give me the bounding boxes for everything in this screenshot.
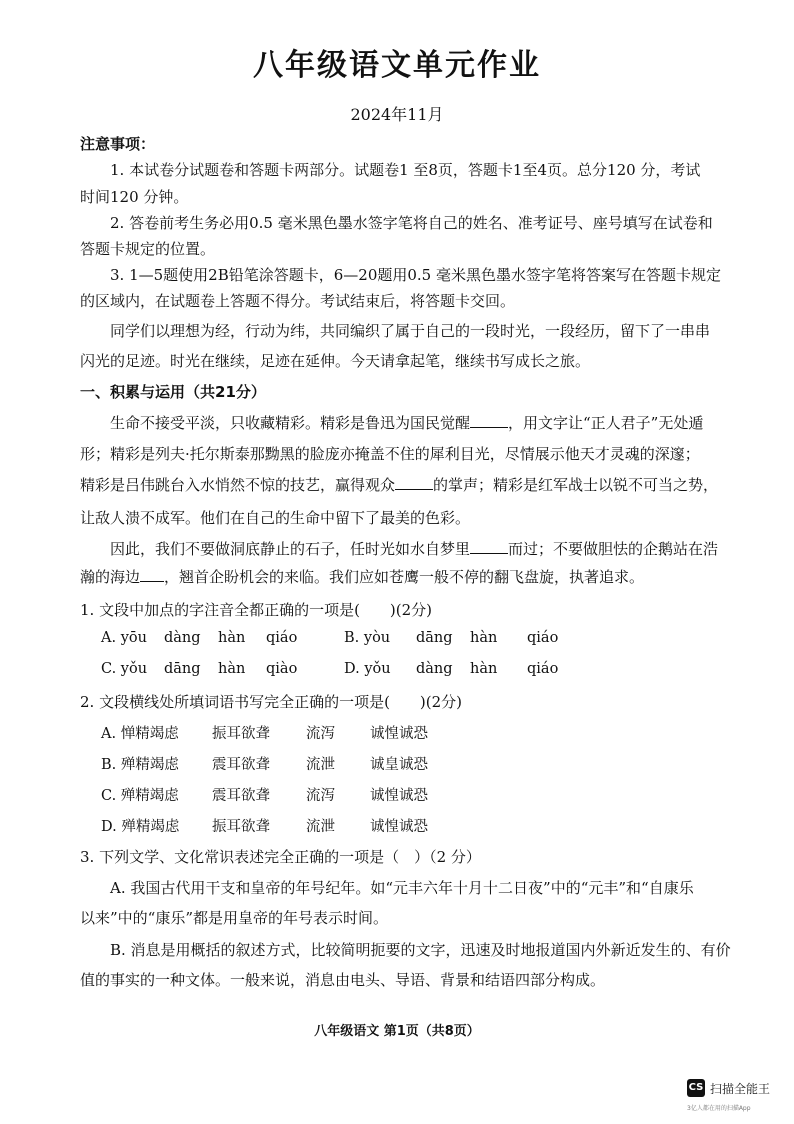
notice-line: 2. 答卷前考生务必用0.5 毫米黑色墨水签字笔将自己的姓名、准考证号、座号填写在试卷和 xyxy=(110,214,713,232)
question-2-stem: 2. 文段横线处所填词语书写完全正确的一项是( )(2分) xyxy=(80,693,463,711)
option-d-3: hàn xyxy=(470,661,498,677)
option-b-4: qiáo xyxy=(527,630,559,646)
option-a-2: dàng xyxy=(164,630,201,646)
option-b-1: B. yòu xyxy=(344,630,391,646)
option-c-1: C. yǒu xyxy=(101,661,148,677)
fill-blank xyxy=(470,413,508,428)
option-c-2: 震耳欲聋 xyxy=(212,788,270,804)
passage-line: 让敌人溃不成军。他们在自己的生命中留下了最美的色彩。 xyxy=(80,509,471,527)
option-a-3: hàn xyxy=(218,630,246,646)
notice-line: 答题卡规定的位置。 xyxy=(80,240,216,258)
option-d-2: dàng xyxy=(416,661,453,677)
passage-text: 生命不接受平淡，只收藏精彩。精彩是鲁迅为国民觉醒 xyxy=(110,414,471,432)
option-b-4: 诚皇诚恐 xyxy=(370,757,428,773)
notice-line: 时间120 分钟。 xyxy=(80,188,189,206)
option-a-2: 振耳欲聋 xyxy=(212,726,270,742)
option-a-4: 诚惶诚恐 xyxy=(370,726,428,742)
question-3-option-b: 值的事实的一种文体。一般来说，消息由电头、导语、背景和结语四部分构成。 xyxy=(80,971,606,989)
option-b-1: B. 殚精竭虑 xyxy=(101,757,179,773)
option-d-1: D. yǒu xyxy=(344,661,391,677)
notice-heading: 注意事项： xyxy=(80,135,156,153)
passage-line xyxy=(80,538,752,559)
scanner-watermark xyxy=(687,1079,787,1119)
watermark-name: 扫描全能王 xyxy=(710,1082,771,1096)
question-3-option-a: 以来”中的“康乐”都是用皇帝的年号表示时间。 xyxy=(80,909,389,927)
option-c-3: hàn xyxy=(218,661,246,677)
option-b-2: 震耳欲聋 xyxy=(212,757,270,773)
notice-line: 1. 本试卷分试题卷和答题卡两部分。试题卷1 至8页，答题卡1至4页。总分120 分，考试 xyxy=(110,161,701,179)
question-3-option-b: B. 消息是用概括的叙述方式，比较简明扼要的文字，迅速及时地报道国内外新近发生的、有价 xyxy=(110,941,731,959)
option-b-2: dāng xyxy=(416,630,453,646)
question-3-stem: 3. 下列文学、文化常识表述完全正确的一项是（ ）（2 分） xyxy=(80,848,481,866)
option-a-3: 流泻 xyxy=(306,726,335,742)
option-b-3: 流泄 xyxy=(306,757,335,773)
page-footer: 八年级语文 第1页（共8页） xyxy=(314,1024,480,1039)
fill-blank xyxy=(395,475,433,490)
passage-line xyxy=(80,566,752,587)
option-d-1: D. 殚精竭虑 xyxy=(101,819,180,835)
option-d-2: 振耳欲聋 xyxy=(212,819,270,835)
question-3-option-a: A. 我国古代用干支和皇帝的年号纪年。如“元丰六年十月十二日夜”中的“元丰”和“自康乐 xyxy=(110,879,694,897)
section-heading: 一、积累与运用（共21分） xyxy=(80,383,266,401)
passage-text: 而过；不要做胆怯的企鹅站在浩 xyxy=(508,540,719,558)
page-title: 八年级语文单元作业 xyxy=(253,48,541,83)
passage-text: 精彩是吕伟跳台入水悄然不惊的技艺，赢得观众 xyxy=(80,476,396,494)
question-1-stem: 1. 文段中加点的字注音全都正确的一项是( )(2分) xyxy=(80,601,433,619)
passage-text: ，用文字让“正人君子”无处遁 xyxy=(508,414,704,432)
option-c-4: qiào xyxy=(266,661,298,677)
fill-blank xyxy=(470,539,508,554)
option-d-4: qiáo xyxy=(527,661,559,677)
notice-line: 3. 1—5题使用2B铅笔涂答题卡，6—20题用0.5 毫米黑色墨水签字笔将答案写在答题卡规定 xyxy=(110,266,721,284)
passage-text: ，翘首企盼机会的来临。我们应如苍鹰一般不停的翻飞盘旋，执著追求。 xyxy=(164,568,645,586)
option-c-1: C. 殚精竭虑 xyxy=(101,788,179,804)
camscanner-logo-icon: CS xyxy=(687,1079,705,1097)
intro-line: 闪光的足迹。时光在继续，足迹在延伸。今天请拿起笔，继续书写成长之旅。 xyxy=(80,352,591,370)
option-a-1: A. 惮精竭虑 xyxy=(101,726,179,742)
notice-line: 的区域内，在试题卷上答题不得分。考试结束后，将答题卡交回。 xyxy=(80,292,516,310)
passage-text: 的掌声；精彩是红军战士以锐不可当之势， xyxy=(433,476,719,494)
option-c-4: 诚惶诚恐 xyxy=(370,788,428,804)
exam-date: 2024年11月 xyxy=(350,105,444,124)
option-b-3: hàn xyxy=(470,630,498,646)
passage-line xyxy=(80,412,752,433)
intro-line: 同学们以理想为经，行动为纬，共同编织了属于自己的一段时光，一段经历，留下了一串串 xyxy=(110,322,711,340)
option-c-3: 流泻 xyxy=(306,788,335,804)
passage-line: 形；精彩是列夫·托尔斯泰那黝黑的脸庞亦掩盖不住的犀利目光，尽情展示他天才灵魂的深邃； xyxy=(80,445,700,463)
passage-text: 瀚的海边 xyxy=(80,568,141,586)
fill-blank xyxy=(140,567,164,582)
passage-text: 因此，我们不要做洞底静止的石子，任时光如水自梦里 xyxy=(110,540,471,558)
option-a-1: A. yōu xyxy=(101,630,147,646)
option-d-3: 流泄 xyxy=(306,819,335,835)
watermark-subtitle: 3亿人都在用的扫描App xyxy=(687,1105,751,1112)
option-d-4: 诚惶诚恐 xyxy=(370,819,428,835)
option-c-2: dāng xyxy=(164,661,201,677)
option-a-4: qiáo xyxy=(266,630,298,646)
passage-line xyxy=(80,474,752,495)
